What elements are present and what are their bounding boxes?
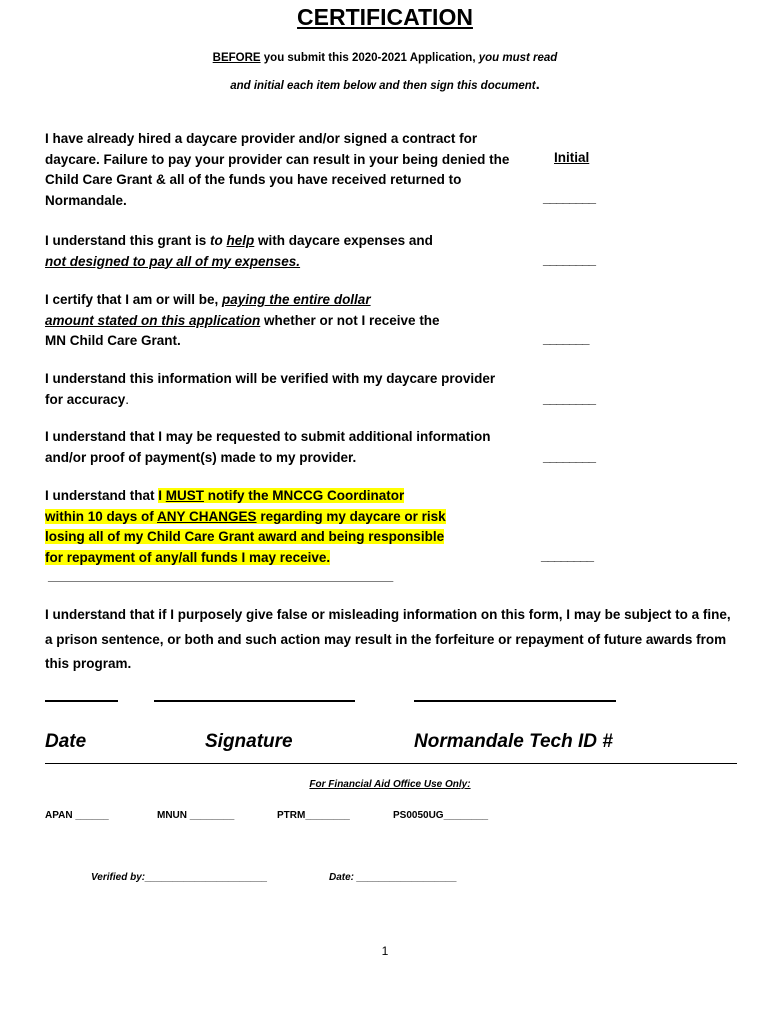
item-6-line-1a: I understand that	[45, 488, 159, 503]
apan-field[interactable]: APAN ______	[45, 810, 109, 821]
initial-blank-6[interactable]: ________	[541, 548, 594, 563]
item-2-text-d: with daycare expenses and	[254, 233, 433, 248]
item-4-text: I understand this information will be verified with my daycare provider for accuracy	[45, 371, 496, 407]
item-6-line-2c: regarding my daycare or risk	[256, 508, 446, 524]
item-6-line-1d: notify the MNCCG Coordinator	[204, 488, 405, 503]
certification-item-1: I have already hired a daycare provider and/or signed a contract for daycare. Failure to pay your provider can result in your being denied the Child Care Grant & all of the funds you have received returned to Normandale.	[45, 131, 510, 208]
certification-item-2	[45, 231, 515, 272]
must-read-emphasis: you must read	[478, 52, 558, 64]
certification-item-6	[45, 486, 515, 568]
ptrm-field[interactable]: PTRM________	[277, 810, 350, 821]
initial-blank-4[interactable]: ________	[543, 391, 596, 406]
item-2-text-e: not designed to pay all of my expenses.	[45, 253, 301, 269]
item-separator: __________________________________________________________	[48, 568, 392, 583]
initial-blank-2[interactable]: ________	[543, 252, 596, 267]
office-use-heading: For Financial Aid Office Use Only:	[309, 779, 471, 790]
item-3-text-c: amount stated on this application	[45, 312, 261, 328]
divider-rule	[45, 763, 737, 764]
initial-column-header: Initial	[554, 150, 590, 165]
item-2-help: help	[226, 233, 255, 248]
item-3-text-b: paying the entire dollar	[222, 292, 371, 307]
initial-blank-5[interactable]: ________	[543, 449, 596, 464]
intro-line-2-text: and initial each item below and then sign this document	[230, 80, 536, 92]
date-label: Date	[45, 731, 87, 752]
item-6-line-4: for repayment of any/all funds I may receive.	[45, 549, 331, 565]
tech-id-label: Normandale Tech ID #	[414, 731, 613, 752]
before-emphasis: BEFORE	[212, 52, 261, 64]
intro-mid-text: you submit this 2020-2021 Application,	[260, 52, 479, 64]
initial-blank-1[interactable]: ________	[543, 190, 596, 205]
item-6-line-3: losing all of my Child Care Grant award and being responsible	[45, 529, 445, 544]
item-4-period: .	[125, 391, 130, 407]
item-3-text-e: MN Child Care Grant.	[45, 333, 181, 348]
intro-line-1	[0, 52, 770, 64]
item-2-text-b: to	[210, 233, 227, 248]
item-6-line-1b: I	[158, 488, 166, 503]
intro-period: .	[535, 76, 540, 93]
verified-by-field[interactable]: Verified by:______________________	[91, 872, 268, 883]
item-2-text-a: I understand this grant is	[45, 233, 211, 248]
certification-item-5: I understand that I may be requested to submit additional information and/or proof of payment(s) made to my provider.	[45, 429, 491, 465]
ps0050ug-field[interactable]: PS0050UG________	[393, 810, 489, 821]
certification-item-4	[45, 369, 515, 410]
date-line[interactable]	[45, 700, 118, 702]
certification-item-3	[45, 290, 515, 352]
signature-label: Signature	[205, 731, 293, 752]
tech-id-line[interactable]	[414, 700, 616, 702]
mnun-field[interactable]: MNUN ________	[157, 810, 235, 821]
item-6-any-changes: ANY CHANGES	[157, 508, 257, 524]
signature-line[interactable]	[154, 700, 355, 702]
item-6-must: MUST	[165, 488, 205, 503]
initial-blank-3[interactable]: _______	[543, 331, 589, 346]
penalty-statement: I understand that if I purposely give false or misleading information on this form, I may be subject to a fine, a prison sentence, or both and such action may result in the forfeiture or repayment of future awards from this program.	[45, 607, 731, 671]
item-3-text-a: I certify that I am or will be,	[45, 292, 223, 307]
page-title: CERTIFICATION	[297, 4, 473, 30]
intro-line-2	[0, 76, 770, 93]
item-3-text-d: whether or not I receive the	[260, 312, 440, 328]
item-6-line-2a: within 10 days of	[45, 508, 158, 524]
office-date-field[interactable]: Date: __________________	[329, 872, 457, 883]
page-number: 1	[381, 944, 389, 958]
